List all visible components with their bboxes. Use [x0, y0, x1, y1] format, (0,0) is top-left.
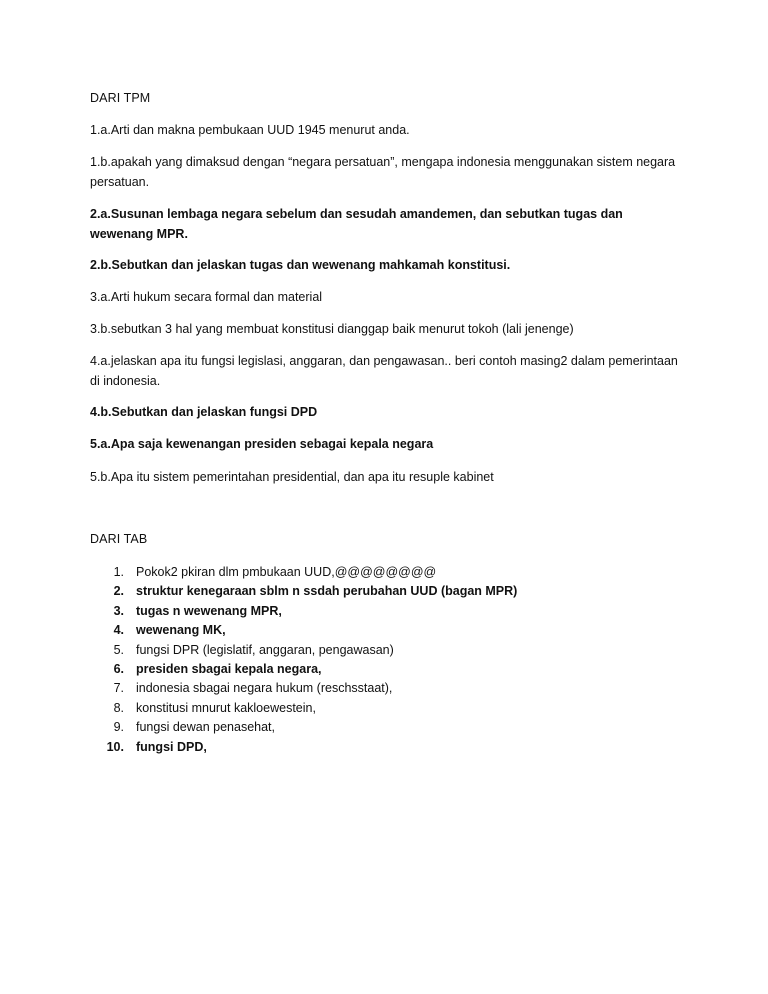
list-item-text: indonesia sbagai negara hukum (reschsstaat), [136, 681, 393, 696]
list-item-number: 1. [113, 565, 124, 579]
list-item [90, 602, 650, 621]
list-item-number: 9. [113, 720, 124, 735]
topic-list [90, 563, 650, 757]
question-3a: 3.a.Arti hukum secara formal dan material [90, 290, 323, 304]
question-2a: 2.a.Susunan lembaga negara sebelum dan sesudah amandemen, dan sebutkan tugas dan wewenang MPR. [90, 207, 623, 241]
section-heading-tab: DARI TAB [90, 532, 148, 546]
question-5a: 5.a.Apa saja kewenangan presiden sebagai kepala negara [90, 437, 434, 451]
list-item-text: fungsi DPD, [136, 739, 207, 754]
question-1b: 1.b.apakah yang dimaksud dengan “negara persatuan”, mengapa indonesia menggunakan sistem negara persatuan. [90, 155, 676, 189]
list-item [90, 621, 650, 640]
list-item-number: 7. [113, 681, 124, 696]
list-item-number: 2. [113, 584, 124, 599]
list-item [90, 660, 650, 679]
list-item-number: 8. [113, 700, 124, 715]
list-item-text: konstitusi mnurut kakloewestein, [136, 700, 316, 715]
list-item-text: tugas n wewenang MPR, [136, 603, 282, 618]
list-item [90, 679, 650, 698]
question-1a: 1.a.Arti dan makna pembukaan UUD 1945 menurut anda. [90, 123, 410, 137]
question-3b: 3.b.sebutkan 3 hal yang membuat konstitusi dianggap baik menurut tokoh (lali jenenge) [90, 322, 574, 336]
list-item [90, 582, 650, 601]
question-2b: 2.b.Sebutkan dan jelaskan tugas dan wewenang mahkamah konstitusi. [90, 258, 511, 272]
list-item-number: 3. [113, 603, 124, 618]
list-item [90, 718, 650, 737]
list-item [90, 563, 650, 582]
list-item-text: Pokok2 pkiran dlm pmbukaan UUD,@@@@@@@@ [136, 565, 437, 579]
list-item [90, 738, 650, 757]
list-item [90, 699, 650, 718]
section-heading-tpm: DARI TPM [90, 91, 151, 105]
list-item-number: 4. [113, 623, 124, 638]
question-5b: 5.b.Apa itu sistem pemerintahan presidential, dan apa itu resuple kabinet [90, 470, 494, 484]
list-item-text: wewenang MK, [136, 623, 226, 638]
list-item-text: fungsi dewan penasehat, [136, 720, 275, 735]
list-item-number: 6. [113, 661, 124, 676]
list-item-text: fungsi DPR (legislatif, anggaran, pengawasan) [136, 642, 394, 657]
list-item [90, 641, 650, 660]
list-item-text: struktur kenegaraan sblm n ssdah perubahan UUD (bagan MPR) [136, 584, 518, 599]
question-4b: 4.b.Sebutkan dan jelaskan fungsi DPD [90, 405, 318, 419]
list-item-number: 10. [106, 739, 124, 754]
list-item-number: 5. [113, 642, 124, 657]
list-item-text: presiden sbagai kepala negara, [136, 661, 322, 676]
question-4a: 4.a.jelaskan apa itu fungsi legislasi, anggaran, dan pengawasan.. beri contoh masing2 dalam pemerintaan di indonesia. [90, 354, 678, 388]
